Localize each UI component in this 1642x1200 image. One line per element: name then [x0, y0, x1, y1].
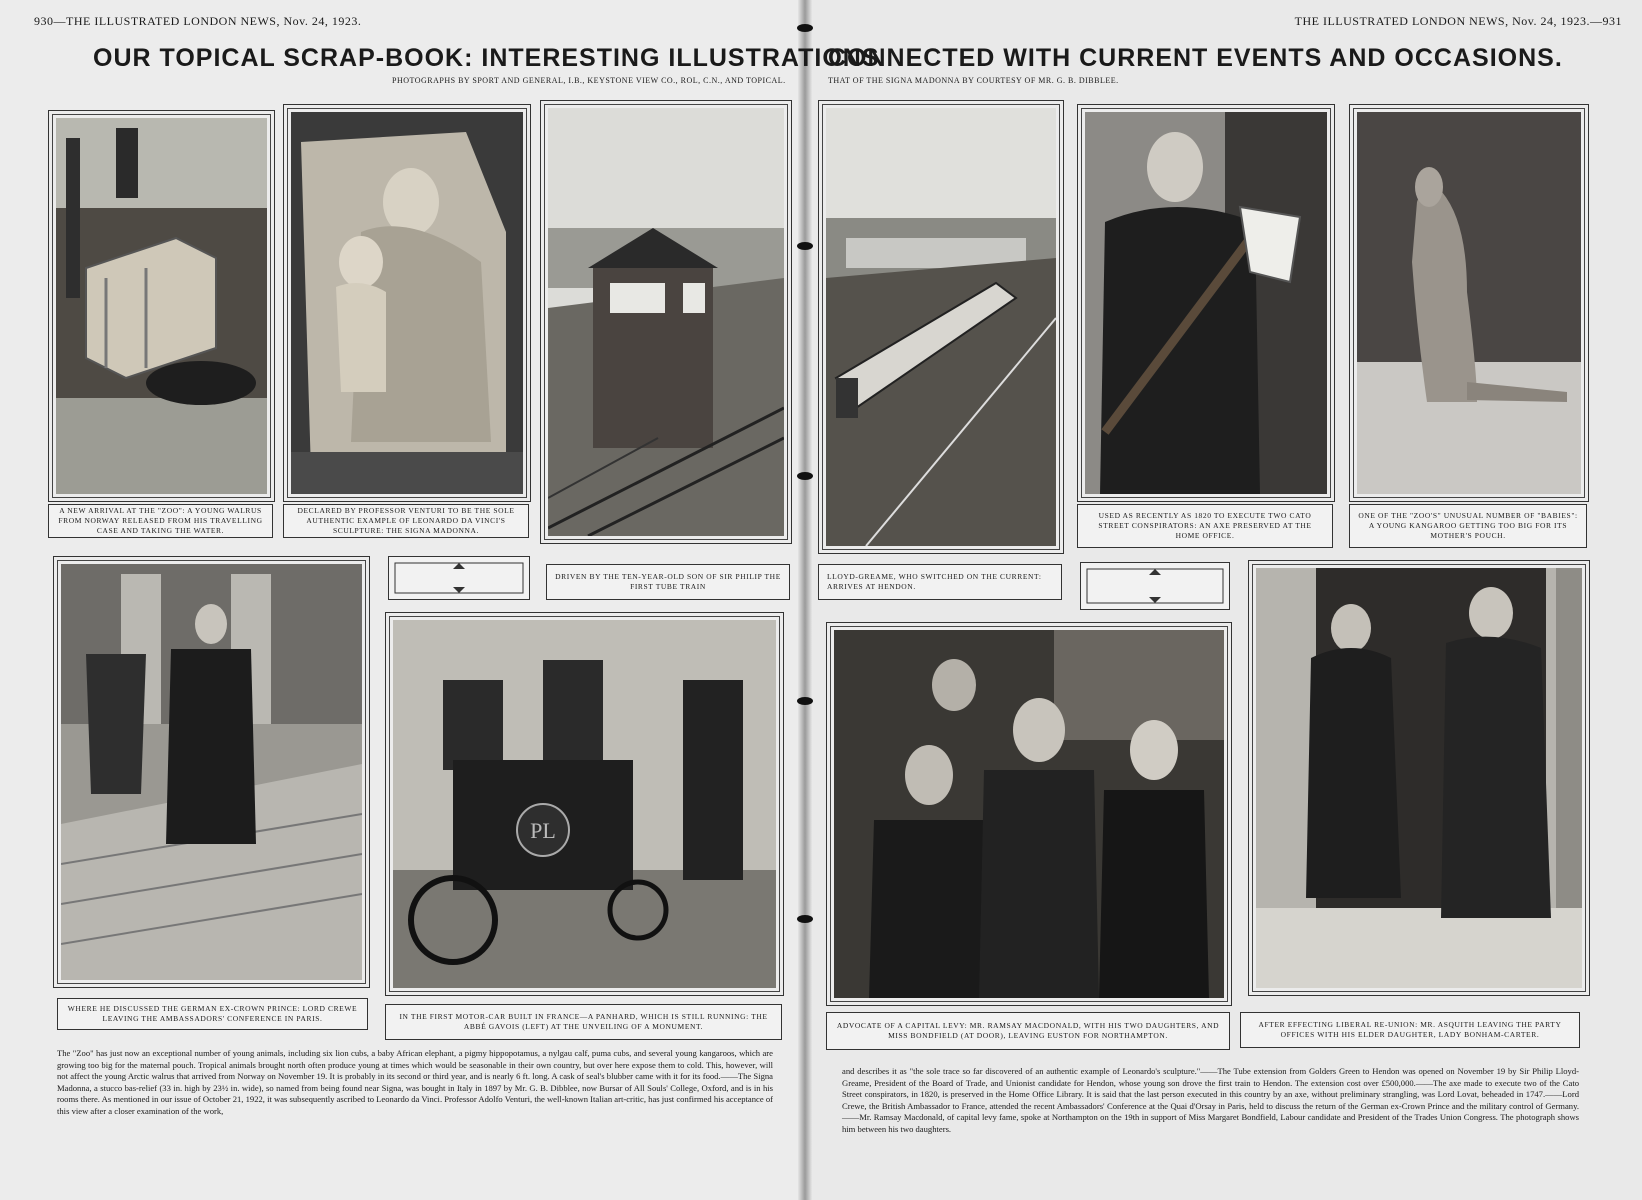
axe-caption: USED AS RECENTLY AS 1820 TO EXECUTE TWO CATO STREET CONSPIRATORS: AN AXE PRESERVED AT THE HOME OFFICE. — [1077, 504, 1333, 548]
signal-box-photo — [540, 100, 792, 544]
article-text-right: and describes it as "the sole trace so far discovered of an authentic example of Leonardo's sculpture."——The Tube extension from Golders Green to Hendon was opened on November 19 by Sir Philip Lloyd-Greame, President of the Board of Trade, and Unionist candidate for Hendon, whose young son drove the first train to Hendon. The extension cost over £500,000.——The axe made to execute two of the Cato Street conspirators, in 1820, is preserved in the Home Office Library. It is said that the last person executed in this country by an axe, without preliminary strangling, was Lord Lovat, beheaded in 1747.——Lord Crewe, the British Ambassador to France, attended the recent Ambassadors' Conference at the Quai d'Orsay in Paris, held to discuss the return of the German ex-Crown Prince and the military control of Germany.——Mr. Ramsay Macdonald, of capital levy fame, spoke at Northampton on the 19th in support of Miss Margaret Bondfield, Labour candidate and President of the Trades Union Congress. The photograph shows him between his two daughters. — [842, 1066, 1579, 1134]
binding-stitch — [797, 24, 813, 32]
lord-crewe-caption: WHERE HE DISCUSSED THE GERMAN EX-CROWN PRINCE: LORD CREWE LEAVING THE AMBASSADORS' CONFERENCE IN PARIS. — [57, 998, 368, 1030]
tube-train-photo — [818, 100, 1064, 554]
kangaroo-photo — [1349, 104, 1589, 502]
binding-stitch — [797, 242, 813, 250]
photo-credit-right: THAT OF THE SIGNA MADONNA BY COURTESY OF MR. G. B. DIBBLEE. — [828, 76, 1119, 85]
asquith-caption: AFTER EFFECTING LIBERAL RE-UNION: MR. ASQUITH LEAVING THE PARTY OFFICES WITH HIS ELDER DAUGHTER, LADY BONHAM-CARTER. — [1240, 1012, 1580, 1048]
walrus-photo — [48, 110, 275, 502]
running-head-right: THE ILLUSTRATED LONDON NEWS, Nov. 24, 1923.—931 — [1294, 14, 1622, 28]
lord-crewe-photo — [53, 556, 370, 988]
car-monogram: PL — [530, 818, 556, 843]
panhard-caption: IN THE FIRST MOTOR-CAR BUILT IN FRANCE—A PANHARD, WHICH IS STILL RUNNING: THE ABBÉ GAVOIS (LEFT) AT THE UNVEILING OF A MONUMENT. — [385, 1004, 782, 1040]
madonna-caption: DECLARED BY PROFESSOR VENTURI TO BE THE SOLE AUTHENTIC EXAMPLE OF LEONARDO DA VINCI'S SCULPTURE: THE SIGNA MADONNA. — [283, 504, 529, 538]
axe-photo — [1077, 104, 1335, 502]
walrus-caption: A NEW ARRIVAL AT THE "ZOO": A YOUNG WALRUS FROM NORWAY RELEASED FROM HIS TRAVELLING CASE AND TAKING THE WATER. — [48, 504, 273, 538]
ornament-panel-left — [388, 556, 530, 600]
binding-stitch — [797, 697, 813, 705]
page-gutter — [798, 0, 812, 1200]
train-caption-right: LLOYD-GREAME, WHO SWITCHED ON THE CURRENT: ARRIVES AT HENDON. — [818, 564, 1062, 600]
train-caption-left: DRIVEN BY THE TEN-YEAR-OLD SON OF SIR PHILIP THE FIRST TUBE TRAIN — [546, 564, 790, 600]
article-text-left: The "Zoo" has just now an exceptional number of young animals, including six lion cubs, a baby African elephant, a pigmy hippopotamus, a nylgau calf, puma cubs, and several young kangaroos, which are growing too big for the maternal pouch. Tropical animals brought north often produce young at times which would be seasonable in their own country, but over here expose them to cold. This, however, will not affect the young Arctic walrus that arrived from Norway on November 19. It is probably in its second or third year, and is nearly 6 ft. long. A cask of seal's blubber came with it for its food.——The Signa Madonna, a stucco bas-relief (33 in. high by 23½ in. wide), so named from being found near Signa, was bought in Italy in 1897 by Mr. G. B. Dibblee, now Bursar of All Souls' College, Oxford, and is in his rooms there. As mentioned in our issue of October 21, 1922, it was subsequently ascribed to Leonardo da Vinci. Professor Adolfo Venturi, the well-known Italian art-critic, has just confirmed his acceptance of this view after a closer examination of the work, — [57, 1048, 773, 1116]
panhard-car-photo — [385, 612, 784, 996]
binding-stitch — [797, 915, 813, 923]
binding-stitch — [797, 472, 813, 480]
madonna-photo — [283, 104, 531, 502]
photo-credit-left: PHOTOGRAPHS BY SPORT AND GENERAL, I.B., KEYSTONE VIEW CO., ROL, C.N., AND TOPICAL. — [392, 76, 786, 85]
page-title-right: CONNECTED WITH CURRENT EVENTS AND OCCASIONS. — [828, 44, 1563, 72]
macdonald-photo — [826, 622, 1232, 1006]
macdonald-caption: ADVOCATE OF A CAPITAL LEVY: MR. RAMSAY MACDONALD, WITH HIS TWO DAUGHTERS, AND MISS BONDFIELD (AT DOOR), LEAVING EUSTON FOR NORTHAMPTON. — [826, 1012, 1230, 1050]
page-title-left: OUR TOPICAL SCRAP-BOOK: INTERESTING ILLUSTRATIONS — [93, 44, 880, 72]
running-head-left: 930—THE ILLUSTRATED LONDON NEWS, Nov. 24, 1923. — [34, 14, 362, 28]
ornament-panel-right — [1080, 562, 1230, 610]
kangaroo-caption: ONE OF THE "ZOO'S" UNUSUAL NUMBER OF "BABIES": A YOUNG KANGAROO GETTING TOO BIG FOR ITS MOTHER'S POUCH. — [1349, 504, 1587, 548]
asquith-photo — [1248, 560, 1590, 996]
